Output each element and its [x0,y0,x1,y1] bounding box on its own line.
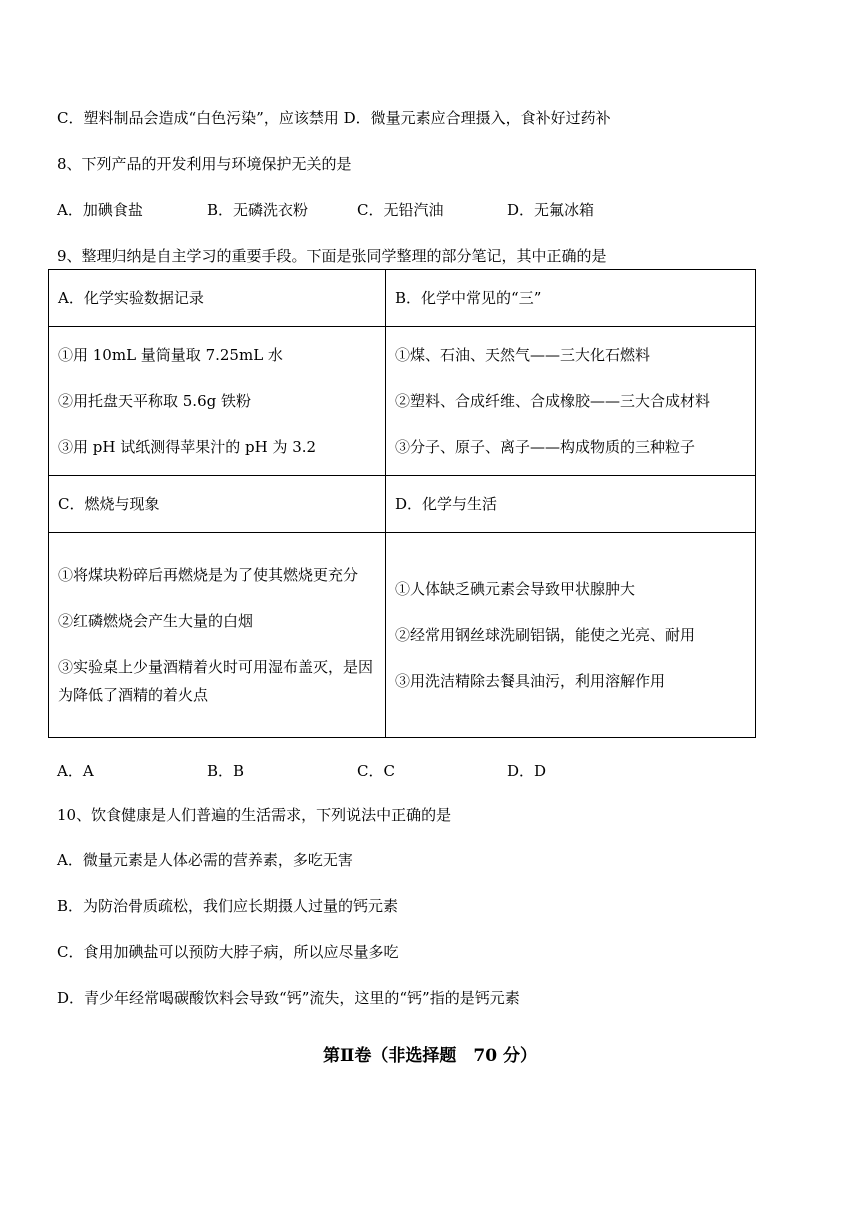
c-item-3: ③实验桌上少量酒精着火时可用湿布盖灭，是因为降低了酒精的着火点 [58,658,374,704]
d-item-2: ②经常用钢丝球洗刷铝锅，能使之光亮、耐用 [395,626,696,644]
q9-option-a: A．A [57,762,94,780]
a-item-1: ①用 10mL 量筒量取 7.25mL 水 [58,346,283,364]
c-item-2: ②红磷燃烧会产生大量的白烟 [58,612,254,630]
q9-option-c: C．C [357,762,395,780]
q9-option-d: D．D [507,762,547,780]
c-item-1: ①将煤块粉碎后再燃烧是为了使其燃烧更充分 [58,566,359,584]
cell-b-body [386,327,756,476]
q8-option-c: C．无铅汽油 [357,201,444,219]
q8-option-d: D．无氟冰箱 [507,201,595,219]
question-10-option-a: A．微量元素是人体必需的营养素，多吃无害 [57,851,353,869]
cell-a-heading: A．化学实验数据记录 [49,270,386,327]
cell-d-body [386,533,756,738]
question-9-stem: 9、整理归纳是自主学习的重要手段。下面是张同学整理的部分笔记，其中正确的是 [57,247,607,265]
cell-b-heading: B．化学中常见的“三” [386,270,756,327]
a-item-3: ③用 pH 试纸测得苹果汁的 pH 为 3.2 [58,438,317,456]
section-title: 第Ⅱ卷（非选择题 70 分） [323,1046,537,1066]
question-10-option-c: C．食用加碘盐可以预防大脖子病，所以应尽量多吃 [57,943,399,961]
cell-a-body [49,327,386,476]
cell-c-heading: C．燃烧与现象 [49,476,386,533]
question-8-options [57,199,757,221]
q8-option-b: B．无磷洗衣粉 [207,201,309,219]
notes-table [48,269,756,738]
d-item-3: ③用洗洁精除去餐具油污，利用溶解作用 [395,672,666,690]
q9-option-b: B．B [207,762,245,780]
question-7-option-c-d: C．塑料制品会造成“白色污染”，应该禁用 D．微量元素应合理摄入，食补好过药补 [57,109,611,127]
q8-option-a: A．加碘食盐 [57,201,143,219]
cell-c-body [49,533,386,738]
b-item-1: ①煤、石油、天然气——三大化石燃料 [395,346,651,364]
question-10-option-d: D．青少年经常喝碳酸饮料会导致“钙”流失，这里的“钙”指的是钙元素 [57,989,520,1007]
a-item-2: ②用托盘天平称取 5.6g 铁粉 [58,392,251,410]
question-10-stem: 10、饮食健康是人们普遍的生活需求，下列说法中正确的是 [57,806,452,824]
b-item-3: ③分子、原子、离子——构成物质的三种粒子 [395,438,696,456]
question-10-option-b: B．为防治骨质疏松，我们应长期摄人过量的钙元素 [57,897,399,915]
question-8-stem: 8、下列产品的开发利用与环境保护无关的是 [57,155,352,173]
d-item-1: ①人体缺乏碘元素会导致甲状腺肿大 [395,580,636,598]
b-item-2: ②塑料、合成纤维、合成橡胶——三大合成材料 [395,392,711,410]
question-9-options [57,760,757,782]
cell-d-heading: D．化学与生活 [386,476,756,533]
